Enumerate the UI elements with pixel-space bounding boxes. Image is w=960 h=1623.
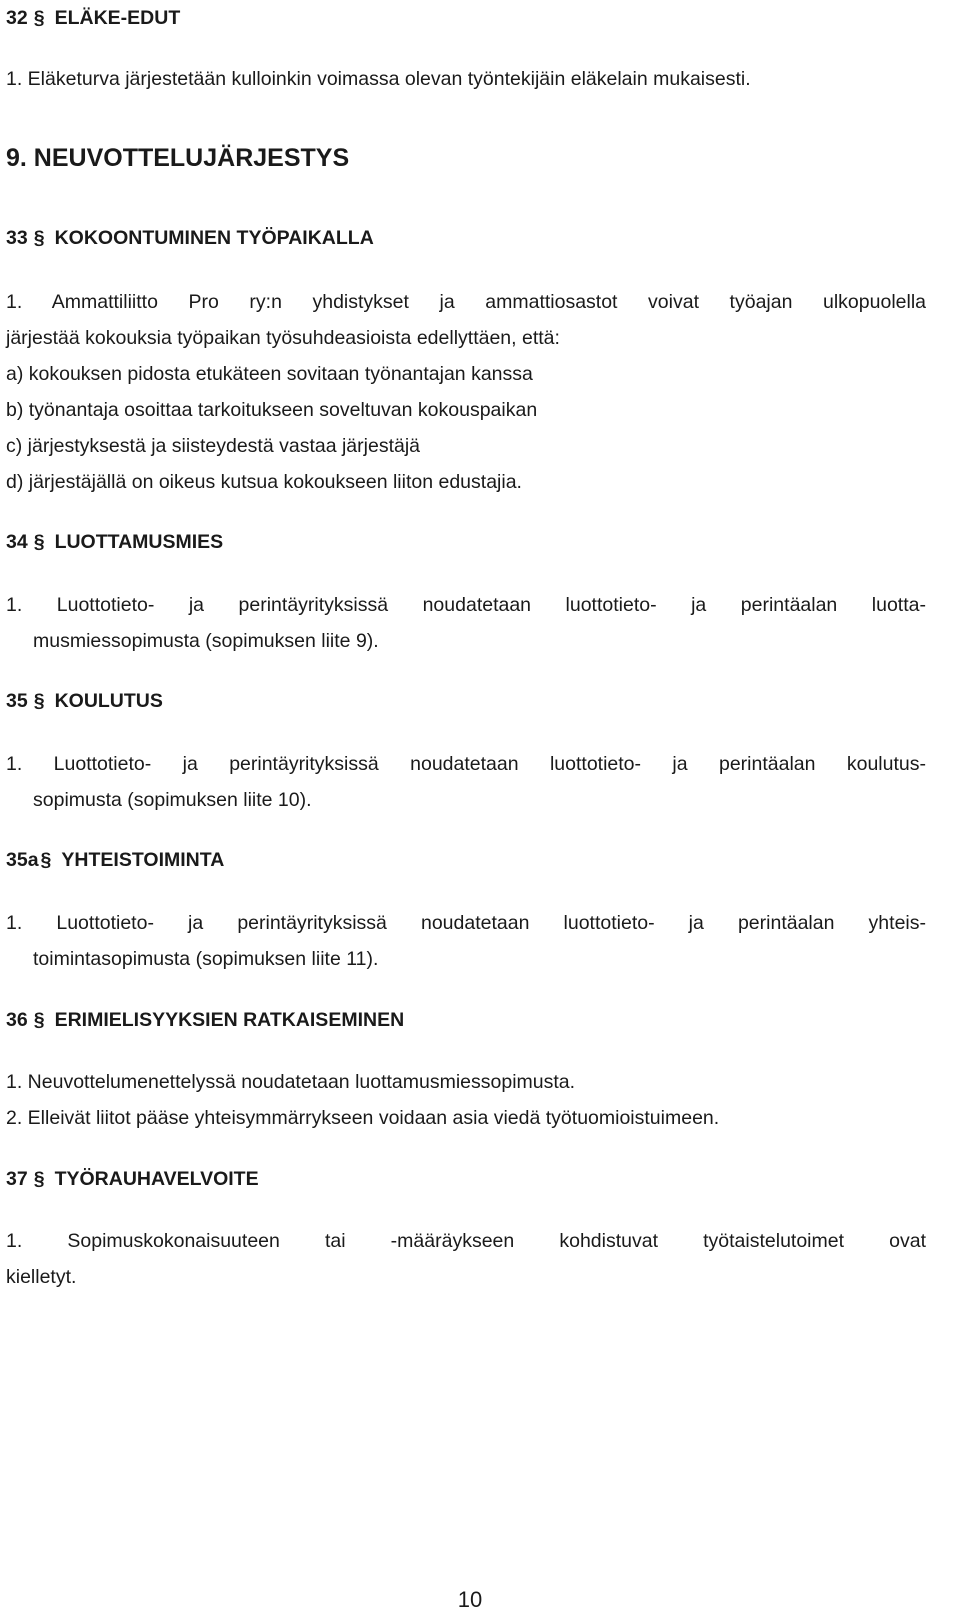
section-37-heading [6,1161,926,1197]
section-35-item-1 [6,746,926,818]
list-item: d) järjestäjällä on oikeus kutsua kokoukseen liiton edustajia. [6,471,522,493]
section-symbol: § [33,7,45,29]
section-34-item-1 [6,587,926,659]
section-number: 34 [6,531,28,553]
list-item: 1. Neuvottelumenettelyssä noudatetaan luottamusmiessopimusta. [6,1071,576,1093]
paragraph-line: 1. Sopimuskokonaisuuteen tai -määräykseen kohdistuvat työtaistelutoimet ovat [6,1230,926,1252]
section-title: TYÖRAUHAVELVOITE [54,1168,259,1190]
section-symbol: § [40,849,52,871]
section-symbol: § [33,227,45,249]
paragraph-line: 1. Ammattiliitto Pro ry:n yhdistykset ja ammattiosastot voivat työajan ulkopuolella [6,291,926,313]
section-number: 33 [6,227,28,249]
section-title: ELÄKE-EDUT [54,7,181,29]
paragraph-line: toimintasopimusta (sopimuksen liite 11). [33,948,379,970]
paragraph-line: 1. Luottotieto- ja perintäyrityksissä noudatetaan luottotieto- ja perintäalan koulutus- [6,753,926,775]
paragraph-line: sopimusta (sopimuksen liite 10). [33,789,312,811]
section-32-item-1: 1. Eläketurva järjestetään kulloinkin voimassa olevan työntekijäin eläkelain mukaisesti. [6,68,751,90]
paragraph-line: musmiessopimusta (sopimuksen liite 9). [33,630,379,652]
paragraph-line: järjestää kokouksia työpaikan työsuhdeasioista edellyttäen, että: [6,327,560,349]
section-35-heading [6,683,926,719]
section-number: 35 [6,690,28,712]
section-symbol: § [33,1009,45,1031]
list-item: b) työnantaja osoittaa tarkoitukseen soveltuvan kokouspaikan [6,399,538,421]
section-number: 36 [6,1009,28,1031]
section-title: YHTEISTOIMINTA [61,849,225,871]
section-title: KOULUTUS [54,690,163,712]
section-number: 35a [6,849,39,871]
section-title: LUOTTAMUSMIES [54,531,224,553]
section-35a-heading [6,842,926,878]
list-item: 2. Elleivät liitot pääse yhteisymmärrykseen voidaan asia viedä työtuomioistuimeen. [6,1107,720,1129]
section-title: ERIMIELISYYKSIEN RATKAISEMINEN [54,1009,405,1031]
list-item: c) järjestyksestä ja siisteydestä vastaa järjestäjä [6,435,421,457]
section-title: KOKOONTUMINEN TYÖPAIKALLA [54,227,374,249]
paragraph-line: kielletyt. [6,1266,77,1288]
chapter-9-title: 9. NEUVOTTELUJÄRJESTYS [6,144,350,172]
page-number: 10 [457,1587,483,1612]
section-36-heading [6,1002,926,1038]
paragraph-line: 1. Luottotieto- ja perintäyrityksissä noudatetaan luottotieto- ja perintäalan luotta- [6,594,926,616]
section-number: 32 [6,7,28,29]
section-symbol: § [33,1168,45,1190]
paragraph-line: 1. Luottotieto- ja perintäyrityksissä noudatetaan luottotieto- ja perintäalan yhteis- [6,912,926,934]
section-36-items [6,1064,926,1136]
section-35a-item-1 [6,905,926,977]
list-item: a) kokouksen pidosta etukäteen sovitaan työnantajan kanssa [6,363,533,385]
section-symbol: § [33,690,45,712]
section-symbol: § [33,531,45,553]
section-32-heading [6,0,926,36]
section-37-item-1 [6,1223,926,1295]
section-33-item-1 [6,284,926,500]
section-33-heading [6,220,926,256]
section-number: 37 [6,1168,28,1190]
section-34-heading [6,524,926,560]
